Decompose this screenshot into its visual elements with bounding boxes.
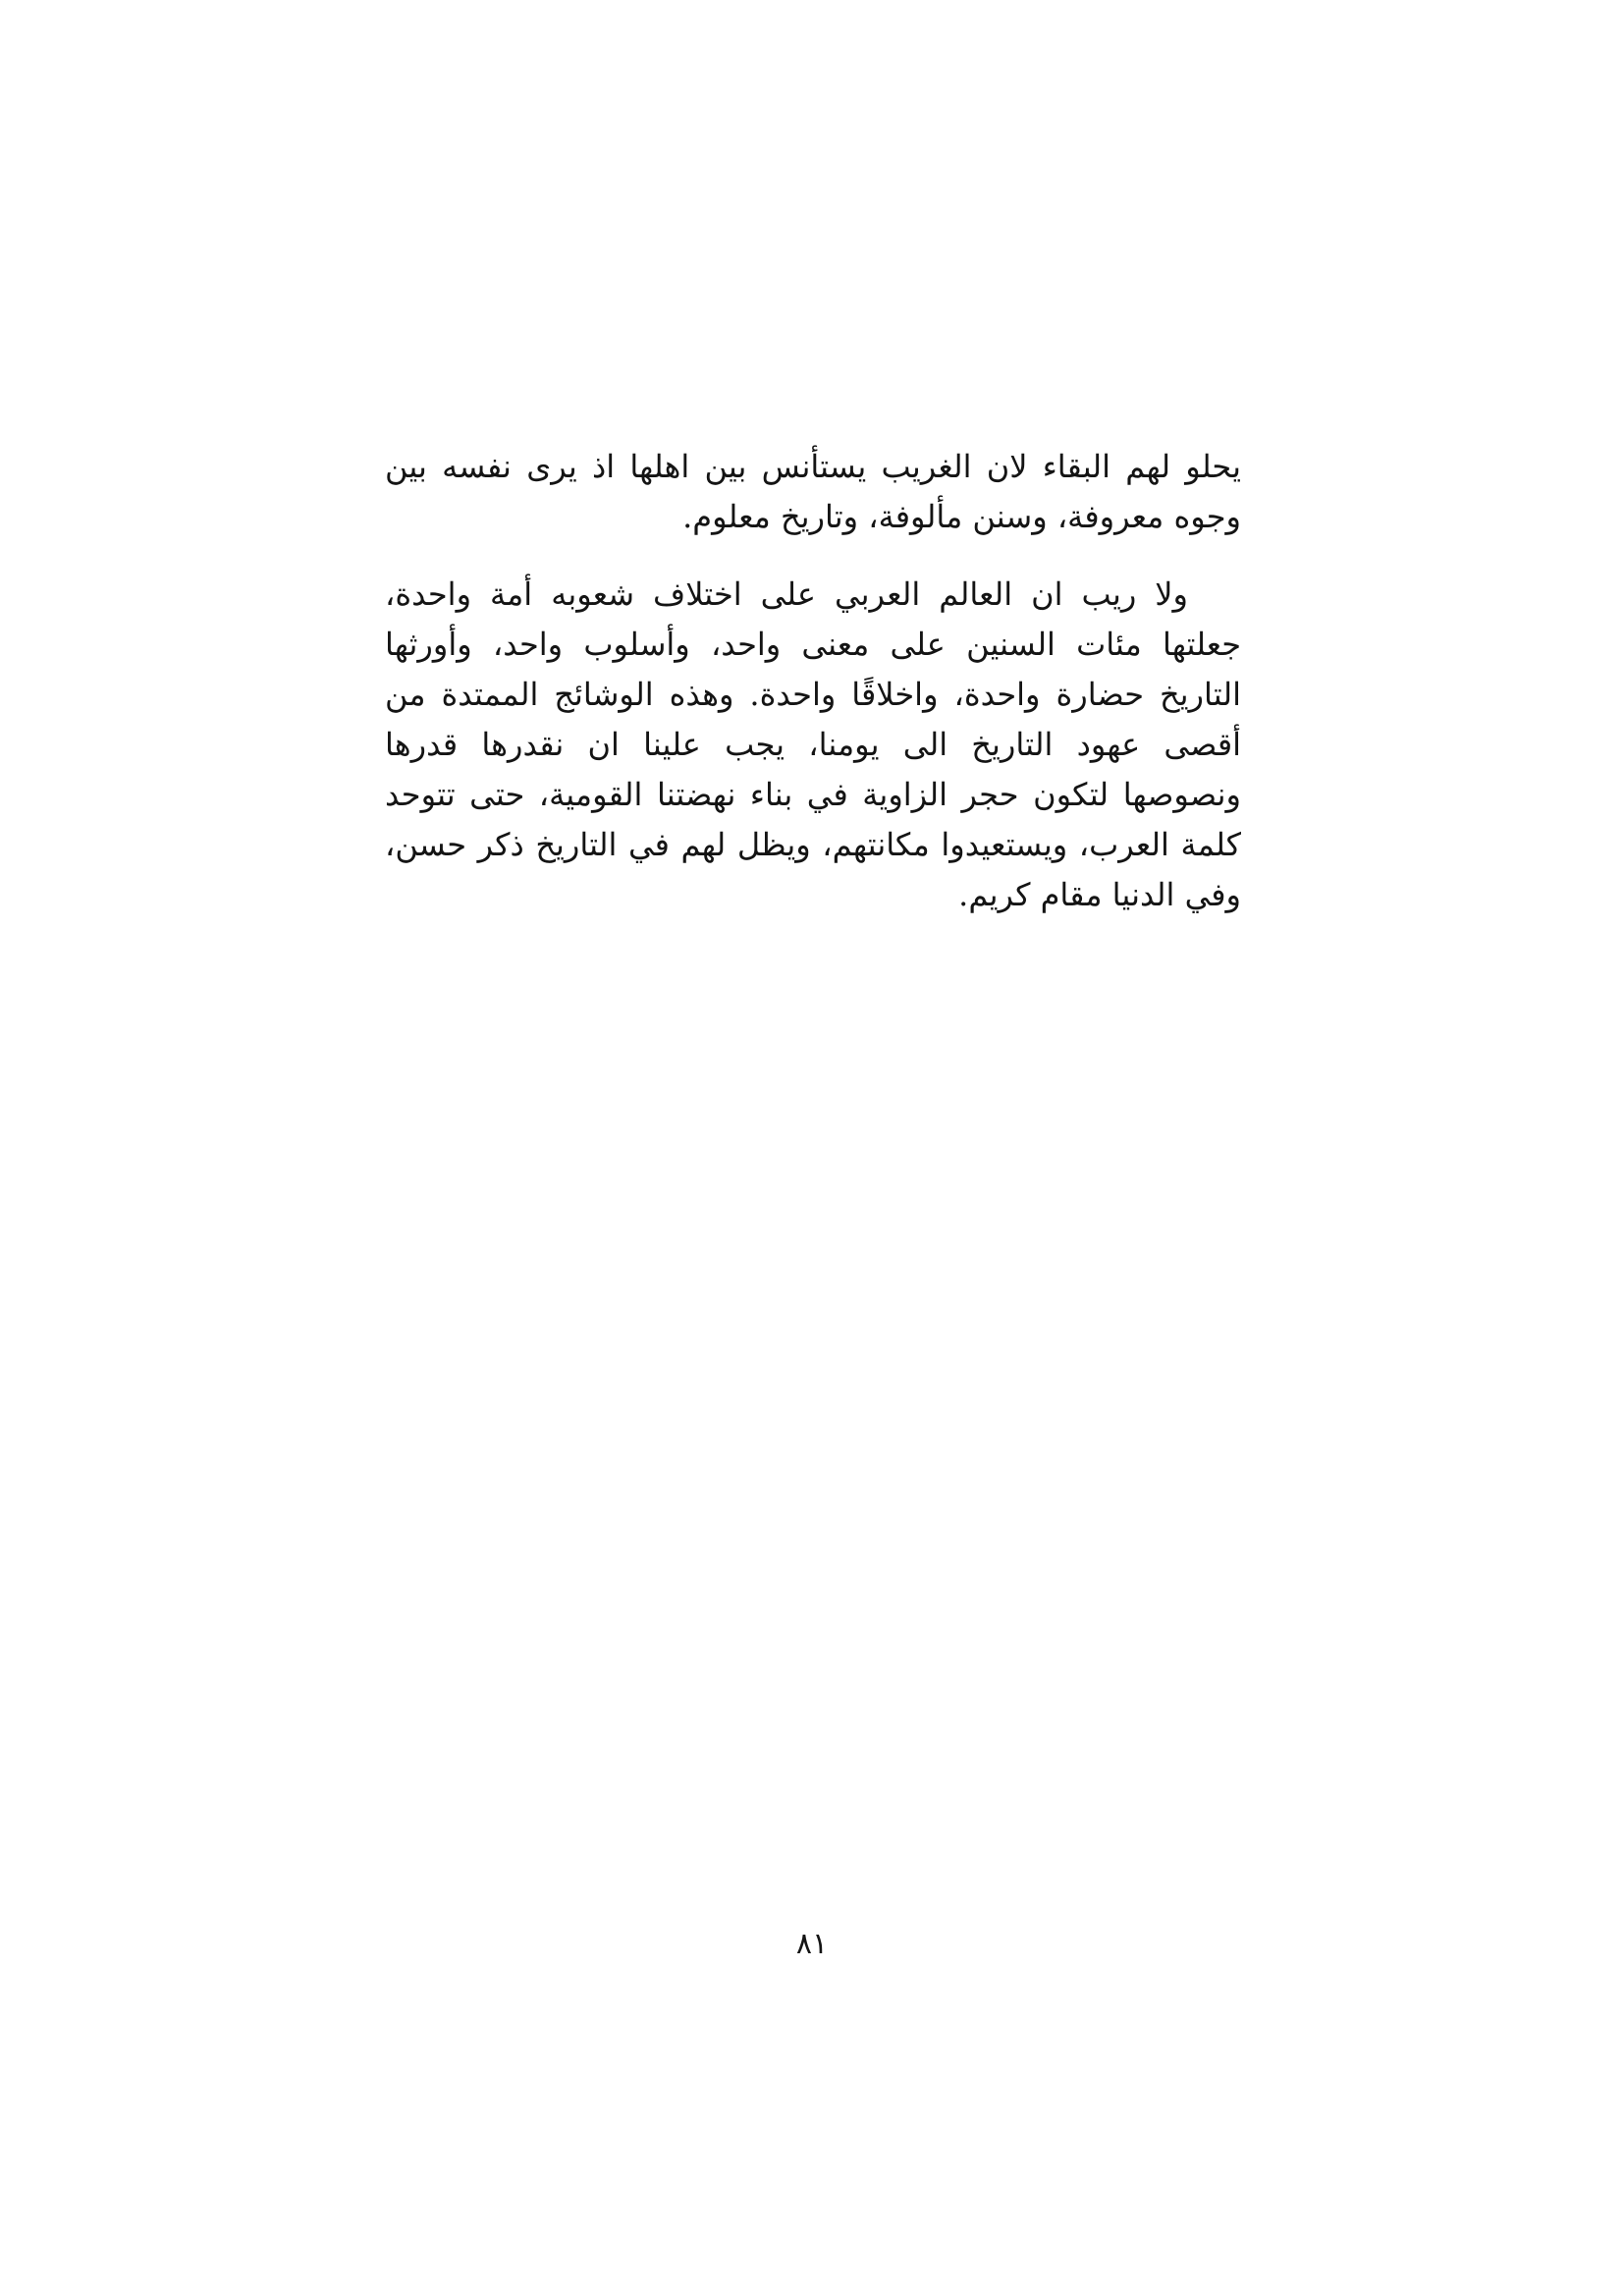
body-text (385, 442, 1241, 920)
page-number: ٨١ (795, 1927, 829, 1961)
paragraph-2: ولا ريب ان العالم العربي على اختلاف شعوبه أمة واحدة، جعلتها مئات السنين على معنى واحد، وأسلوب واحد، وأورثها التاريخ حضارة واحدة، واخلاقًا واحدة. وهذه الوشائج الممتدة من أقصى عهود التاريخ الى يومنا، يجب علينا ان نقدرها قدرها ونصوصها لتكون حجر الزاوية في بناء نهضتنا القومية، حتى تتوحد كلمة العرب، ويستعيدوا مكانتهم، ويظل لهم في التاريخ ذكر حسن، وفي الدنيا مقام كريم. (385, 575, 1242, 913)
paragraph-1: يحلو لهم البقاء لان الغريب يستأنس بين اهلها اذ يرى نفسه بين وجوه معروفة، وسنن مألوفة، وتاريخ معلوم. (385, 448, 1241, 535)
